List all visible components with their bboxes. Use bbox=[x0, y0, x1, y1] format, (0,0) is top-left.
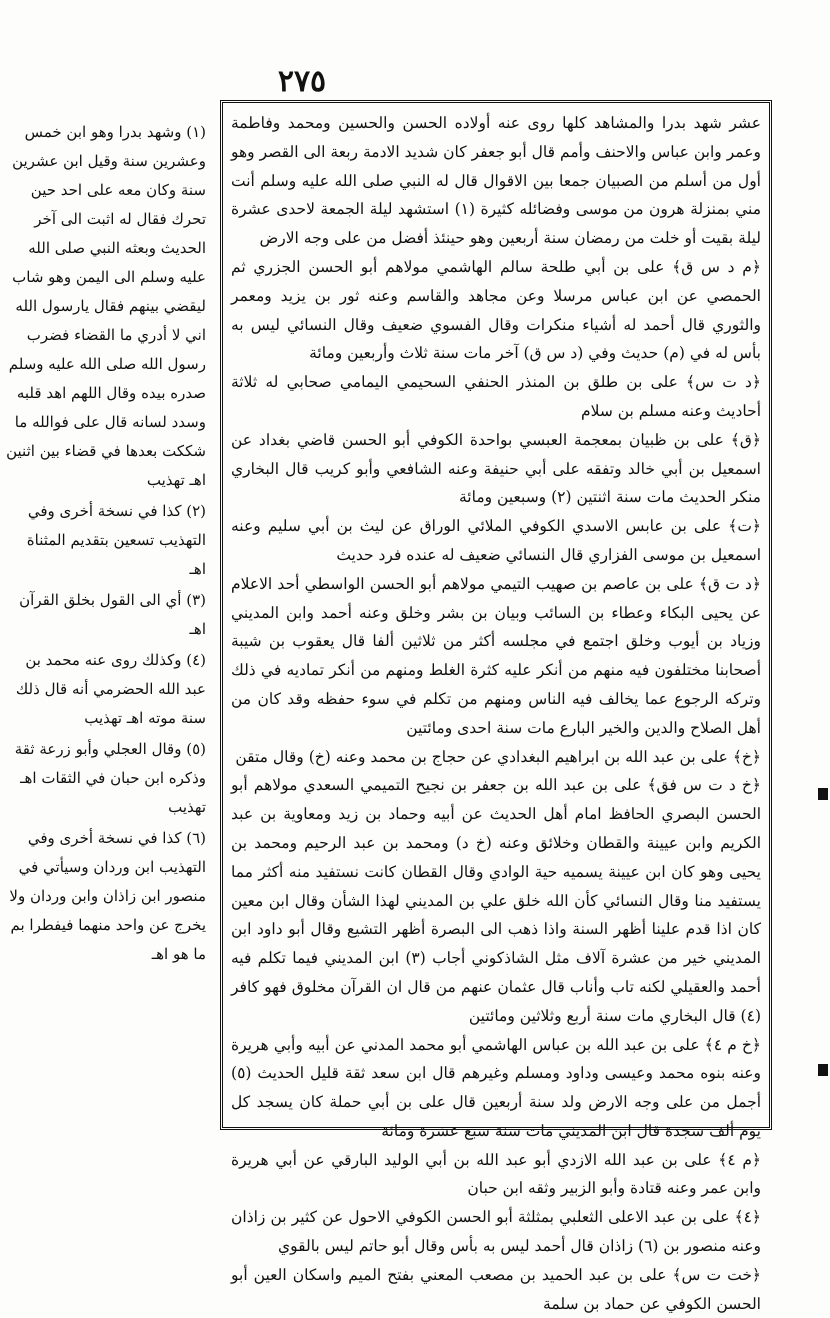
margin-note: (٤) وكذلك روى عنه محمد بن عبد الله الحضرمي أنه قال ذلك سنة موته اهـ تهذيب bbox=[15, 651, 206, 727]
scan-edge-mark bbox=[818, 788, 828, 800]
page-number: ٢٧٥ bbox=[277, 64, 327, 99]
main-paragraph: ﴿٤﴾ على بن عبد الاعلى الثعلبي بمثلثة أبو الحسن الكوفي الاحول عن كثير بن زاذان وعنه منصور بن (٦) زاذان قال أحمد ليس به بأس وقال أبو حاتم ليس بالقوي bbox=[231, 1208, 761, 1256]
scan-edge-mark bbox=[818, 1064, 828, 1076]
main-paragraph: ﴿د ت س﴾ على بن طلق بن المنذر الحنفي السحيمي اليمامي صحابي له ثلاثة أحاديث وعنه مسلم بن سلام bbox=[231, 373, 761, 420]
margin-note: (٣) أي الى القول بخلق القرآن اهـ bbox=[19, 591, 206, 638]
main-paragraph: ﴿م ٤﴾ على بن عبد الله الازدي أبو عبد الله بن أبي الوليد البارقي عن أبي هريرة وابن عمر وعنه قتادة وأبو الزبير وثقه ابن حبان bbox=[231, 1150, 761, 1198]
margin-note: (٢) كذا في نسخة أخرى وفي التهذيب تسعين بتقديم المثناة اهـ bbox=[26, 502, 206, 578]
margin-note: (٥) وقال العجلي وأبو زرعة ثقة وذكره ابن حبان في الثقات اهـ تهذيب bbox=[14, 740, 206, 816]
main-paragraph: ﴿ت﴾ على بن عابس الاسدي الكوفي الملائي الوراق عن ليث بن أبي سليم وعنه اسمعيل بن موسى الفزاري قال النسائي ضعيف له عنده فرد حديث bbox=[231, 517, 761, 564]
main-paragraph: ﴿م د س ق﴾ على بن أبي طلحة سالم الهاشمي مولاهم أبو الحسن الجزري ثم الحمصي عن ابن عباس مرسلا وعن مجاهد والقاسم وعنه ثور بن يزيد ومعمر والثوري قال أحمد له أشياء منكرات وقال الفسوي ضعيف وقال النسائي ليس به بأس له في (م) حديث وفي (د س ق) آخر مات سنة ثلاث وأربعين ومائة bbox=[231, 257, 761, 363]
margin-note: (١) وشهد بدرا وهو ابن خمس وعشرين سنة وقيل ابن عشرين سنة وكان معه على احد حين تحرك فقال له اثبت الى آخر الحديث وبعثه النبي صلى الله عليه وسلم الى اليمن وهو شاب ليقضي بينهم فقال يارسول الله اني لا أدري ما القضاء فضرب رسول الله صلى الله عليه وسلم صدره بيده وقال اللهم اهد قلبه وسدد لسانه قال على فوالله ما شككت بعدها في قضاء بين اثنين اهـ تهذيب bbox=[6, 123, 206, 489]
main-paragraph: ﴿د ت ق﴾ على بن عاصم بن صهيب التيمي مولاهم أبو الحسن الواسطي أحد الاعلام عن يحيى البكاء وعطاء بن السائب وبيان بن بشر وخلق وعنه أحمد وابن المديني وزياد بن أيوب وخلق اجتمع في مجلسه أكثر من ثلاثين ألفا قال يعقوب بن شيبة أصحابنا مختلفون فيه منهم من أنكر عليه كثرة الغلط ومنهم من أنكر تماديه في ذلك وتركه الرجوع عما يخالف فيه الناس ومنهم من تكلم في سوء حفظه وقد كان من أهل الصلاح والدين والخير البارع مات سنة احدى ومائتين bbox=[231, 574, 761, 737]
main-paragraph: ﴿خ د ت س فق﴾ على بن عبد الله بن جعفر بن نجيح التميمي السعدي مولاهم أبو الحسن البصري الحافظ امام أهل الحديث عن أبيه وحماد بن زيد ومعاوية بن عبد الكريم وابن عيينة والقطان وخلائق وعنه (خ د) ومحمد بن عبد الرحيم ومحمد بن يحيى وهو كان ابن عيينة يسميه حية الوادي وقال القطان كانت نستفيد منه أكثر مما يستفيد منا وقال النسائي كأن الله خلق علي بن المديني لهذا الشأن وقال ابن معين كان اذا قدم علينا أظهر السنة واذا ذهب الى البصرة أظهر التشيع وقال أبو داود ابن المديني خير من عشرة آلاف مثل الشاذكوني أجاب (٣) ابن المديني فيما تكلم فيه أحمد والعقيلي لكنه تاب وأناب قال عثمان عنهم من قال ان القرآن مخلوق فهو كافر (٤) قال البخاري مات سنة أربع وثلاثين ومائتين bbox=[231, 776, 761, 1025]
main-paragraph: ﴿خت ت س﴾ على بن عبد الحميد بن مصعب المعني بفتح الميم واسكان العين أبو الحسن الكوفي عن حماد بن سلمة bbox=[231, 1265, 761, 1313]
main-text-frame bbox=[220, 100, 772, 1313]
margin-notes bbox=[6, 118, 206, 1038]
main-paragraph: ﴿خ م ٤﴾ على بن عبد الله بن عباس الهاشمي أبو محمد المدني عن أبيه وأبي هريرة وعنه بنوه محمد وعيسى وداود ومسلم وغيرهم قال ابن سعد ثقة قليل الحديث (٥) أجمل من على وجه الارض ولد سنة أربعين قال على بن أبي حملة كان يسجد كل يوم ألف سجدة قال ابن المديني مات سنة سبع عشرة ومائة bbox=[231, 1035, 761, 1140]
main-paragraph: عشر شهد بدرا والمشاهد كلها روى عنه أولاده الحسن والحسين ومحمد وفاطمة وعمر وابن عباس والاحنف وأمم قال أبو جعفر كان شديد الادمة ربعة الى القصر وهو أول من أسلم من الصبيان جمعا بين الاقوال قال له النبي صلى الله عليه وسلم أنت مني بمنزلة هرون من موسى وفضائله كثيرة (١) استشهد ليلة الجمعة لاحدى عشرة ليلة بقيت أو خلت من رمضان سنة أربعين وهو حينئذ أفضل من على وجه الارض bbox=[231, 114, 762, 248]
main-text bbox=[231, 109, 761, 1318]
main-paragraph: ﴿ق﴾ على بن ظبيان بمعجمة العبسي بواحدة الكوفي أبو الحسن قاضي بغداد عن اسمعيل بن أبي خالد وتفقه على أبي حنيفة وعنه الشافعي وأبو كريب قال البخاري منكر الحديث مات سنة اثنتين (٢) وسبعين ومائة bbox=[231, 430, 761, 507]
margin-note: (٦) كذا في نسخة أخرى وفي التهذيب ابن وردان وسيأتي في منصور ابن زاذان وابن وردان ولا يخرج عن واحد منهما فيفطرا بم ما هو اهـ bbox=[9, 829, 206, 963]
main-paragraph: ﴿خ﴾ على بن عبد الله بن ابراهيم البغدادي عن حجاج بن محمد وعنه (خ) وقال متقن bbox=[235, 747, 761, 766]
